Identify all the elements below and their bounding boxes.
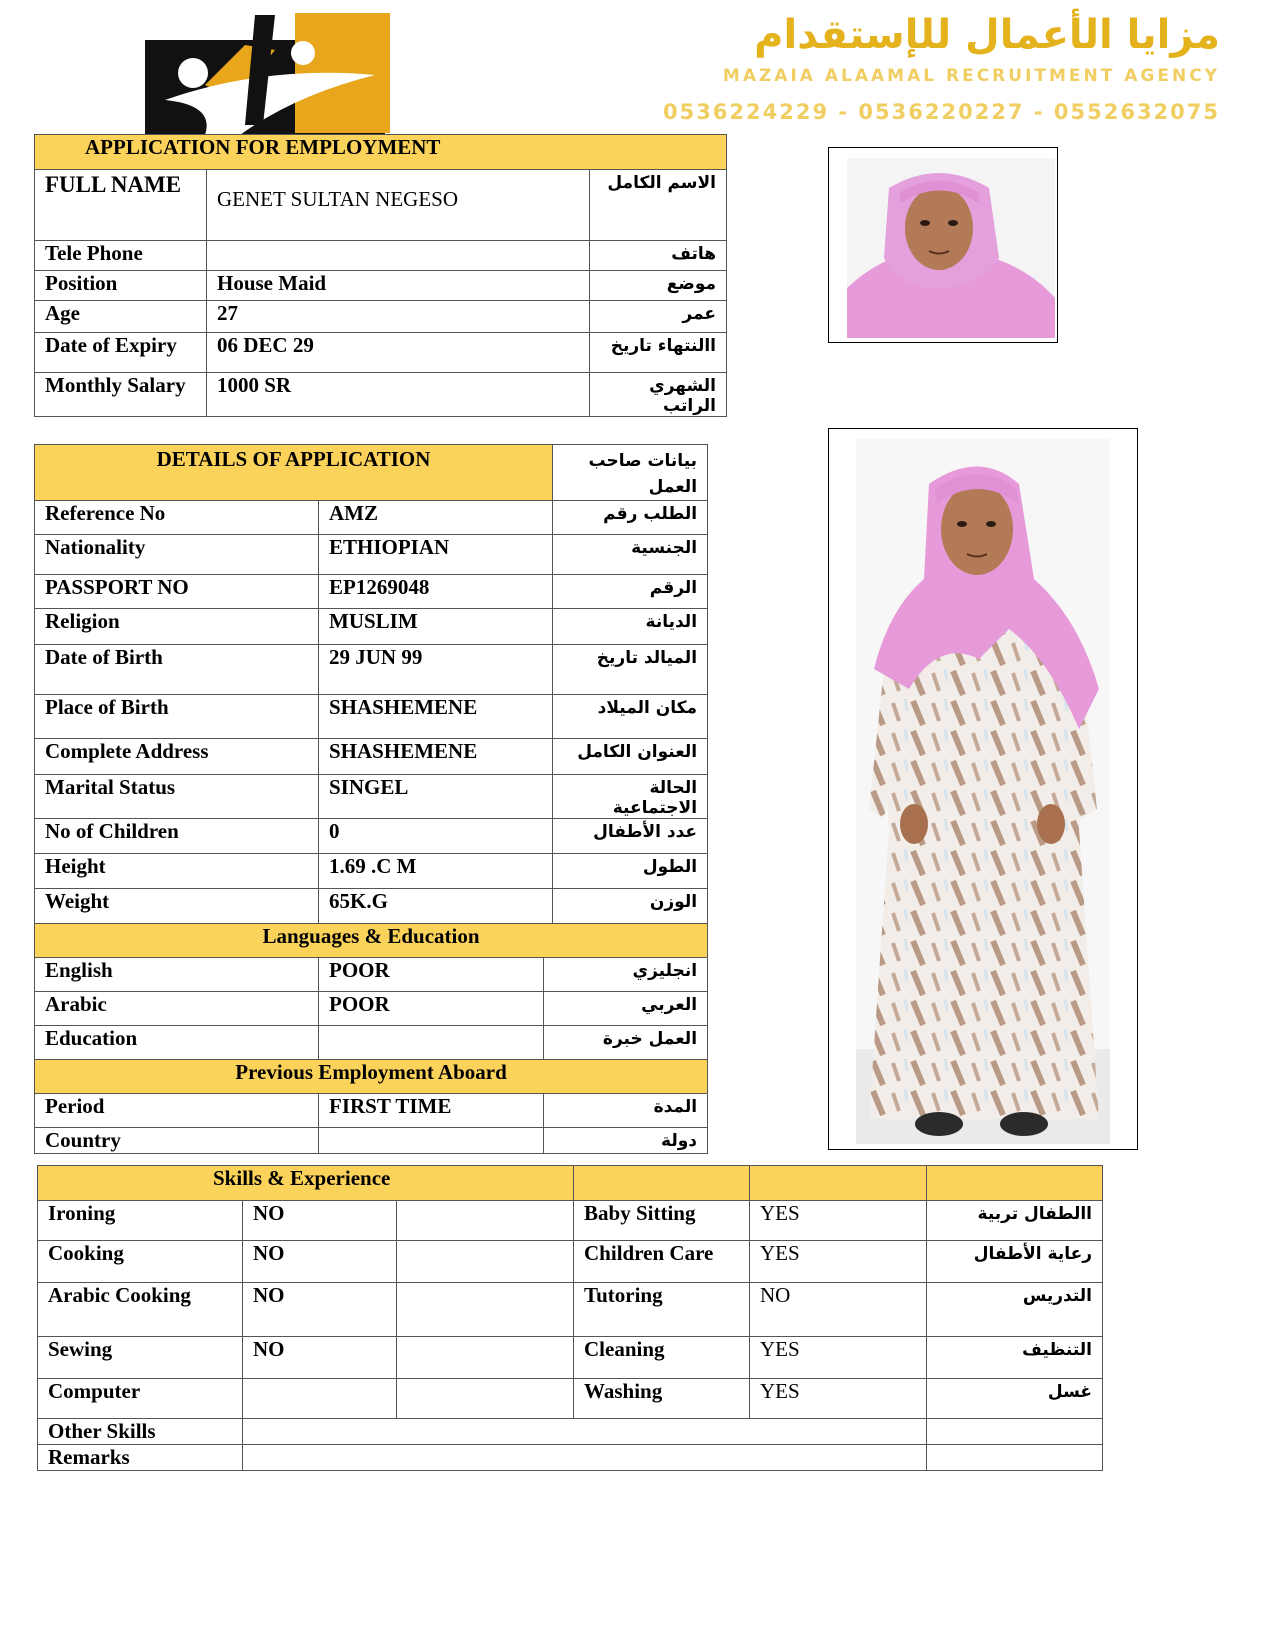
ar-religion: الديانة [553,609,708,645]
value-complete-address: SHASHEMENE [319,739,553,775]
value-marital-status: SINGEL [319,775,553,819]
label-marital-status: Marital Status [35,775,319,819]
other-skills-label: Other Skills [38,1419,243,1445]
skill-baby-sitting-value: YES [750,1201,927,1241]
label-date-of-birth: Date of Birth [35,645,319,695]
label-no-of-children: No of Children [35,819,319,854]
employment-title: APPLICATION FOR EMPLOYMENT [35,135,727,170]
skill-tutoring: Tutoring [574,1283,750,1337]
skill-sewing: Sewing [38,1337,243,1379]
skill-tutoring-value: NO [750,1283,927,1337]
skill-children-care-ar: رعاية الأطفال [927,1241,1103,1283]
label-telephone: Tele Phone [35,241,207,271]
ar-marital-status: الحالة الاجتماعية [553,775,708,819]
skill-cleaning-ar: التنظيف [927,1337,1103,1379]
ar-weight: الوزن [553,889,708,924]
value-age: 27 [207,301,590,333]
skill-computer-value [243,1379,397,1419]
label-passport-no: PASSPORT NO [35,575,319,609]
skill-ironing-value: NO [243,1201,397,1241]
value-period: FIRST TIME [319,1094,544,1128]
ar-place-of-birth: مكان الميلاد [553,695,708,739]
ar-date-of-expiry: االنتهاء تاريخ [590,333,727,373]
value-monthly-salary: 1000 SR [207,373,590,417]
ar-age: عمر [590,301,727,333]
ar-country: دولة [544,1128,708,1154]
ar-height: الطول [553,854,708,889]
label-position: Position [35,271,207,301]
ar-complete-address: العنوان الكامل [553,739,708,775]
label-height: Height [35,854,319,889]
skill-empty-cell [397,1201,574,1241]
label-arabic: Arabic [35,992,319,1026]
details-title-arabic: بيانات صاحب العمل [553,445,708,501]
ar-full-name: الاسم الكامل [590,170,727,241]
languages-title: Languages & Education [35,924,708,958]
agency-logo [145,5,400,135]
value-height: 1.69 .C M [319,854,553,889]
value-english: POOR [319,958,544,992]
skill-ironing: Ironing [38,1201,243,1241]
value-passport-no: EP1269048 [319,575,553,609]
ar-passport-no: الرقم [553,575,708,609]
agency-name-arabic: مزايا الأعمال للإستقدام [754,12,1220,58]
agency-name-english: MAZAIA ALAAMAL RECRUITMENT AGENCY [722,66,1220,86]
previous-employment-title: Previous Employment Aboard [35,1060,708,1094]
skill-washing-ar: غسل [927,1379,1103,1419]
ar-telephone: هاتف [590,241,727,271]
label-place-of-birth: Place of Birth [35,695,319,739]
skill-washing-value: YES [750,1379,927,1419]
agency-phones: 0536224229 - 0536220227 - 0552632075 [662,100,1220,124]
skill-cleaning: Cleaning [574,1337,750,1379]
skills-table [37,1165,1103,1471]
value-telephone [207,241,590,271]
skill-empty-cell [397,1337,574,1379]
skill-washing: Washing [574,1379,750,1419]
value-place-of-birth: SHASHEMENE [319,695,553,739]
label-english: English [35,958,319,992]
label-age: Age [35,301,207,333]
skill-cooking: Cooking [38,1241,243,1283]
ar-monthly-salary: الشهري الراتب [590,373,727,417]
label-complete-address: Complete Address [35,739,319,775]
skill-tutoring-ar: التدريس [927,1283,1103,1337]
label-period: Period [35,1094,319,1128]
skill-sewing-value: NO [243,1337,397,1379]
value-date-of-expiry: 06 DEC 29 [207,333,590,373]
skill-empty-cell [397,1283,574,1337]
skill-children-care-value: YES [750,1241,927,1283]
value-religion: MUSLIM [319,609,553,645]
ar-date-of-birth: الميالد تاريخ [553,645,708,695]
skill-children-care: Children Care [574,1241,750,1283]
skill-computer: Computer [38,1379,243,1419]
value-education [319,1026,544,1060]
details-table [34,444,708,1154]
skills-title: Skills & Experience [38,1166,574,1201]
skill-baby-sitting: Baby Sitting [574,1201,750,1241]
other-skills-extra [927,1419,1103,1445]
skills-header-cell [574,1166,750,1201]
label-nationality: Nationality [35,535,319,575]
value-full-name: GENET SULTAN NEGESO [207,170,590,241]
value-reference-no: AMZ [319,501,553,535]
value-weight: 65K.G [319,889,553,924]
ar-period: المدة [544,1094,708,1128]
remarks-label: Remarks [38,1445,243,1471]
ar-education: العمل خبرة [544,1026,708,1060]
value-nationality: ETHIOPIAN [319,535,553,575]
skill-arabic-cooking-value: NO [243,1283,397,1337]
label-weight: Weight [35,889,319,924]
skill-baby-sitting-ar: االطفال تربية [927,1201,1103,1241]
ar-no-of-children: عدد الأطفال [553,819,708,854]
ar-nationality: الجنسية [553,535,708,575]
label-monthly-salary: Monthly Salary [35,373,207,417]
label-full-name: FULL NAME [35,170,207,241]
ar-arabic: العربي [544,992,708,1026]
value-no-of-children: 0 [319,819,553,854]
remarks-value [243,1445,927,1471]
skill-arabic-cooking: Arabic Cooking [38,1283,243,1337]
skill-cooking-value: NO [243,1241,397,1283]
employment-table [34,134,727,417]
value-country [319,1128,544,1154]
skills-header-cell [750,1166,927,1201]
label-religion: Religion [35,609,319,645]
ar-reference-no: الطلب رقم [553,501,708,535]
ar-english: انجليزي [544,958,708,992]
label-reference-no: Reference No [35,501,319,535]
passport-photo [828,147,1058,343]
details-title: DETAILS OF APPLICATION [35,445,553,501]
label-date-of-expiry: Date of Expiry [35,333,207,373]
label-education: Education [35,1026,319,1060]
label-country: Country [35,1128,319,1154]
skills-header-cell [927,1166,1103,1201]
other-skills-value [243,1419,927,1445]
value-date-of-birth: 29 JUN 99 [319,645,553,695]
skill-cleaning-value: YES [750,1337,927,1379]
skill-empty-cell [397,1241,574,1283]
value-arabic: POOR [319,992,544,1026]
value-position: House Maid [207,271,590,301]
skill-empty-cell [397,1379,574,1419]
full-body-photo [828,428,1138,1150]
remarks-extra [927,1445,1103,1471]
ar-position: موضع [590,271,727,301]
